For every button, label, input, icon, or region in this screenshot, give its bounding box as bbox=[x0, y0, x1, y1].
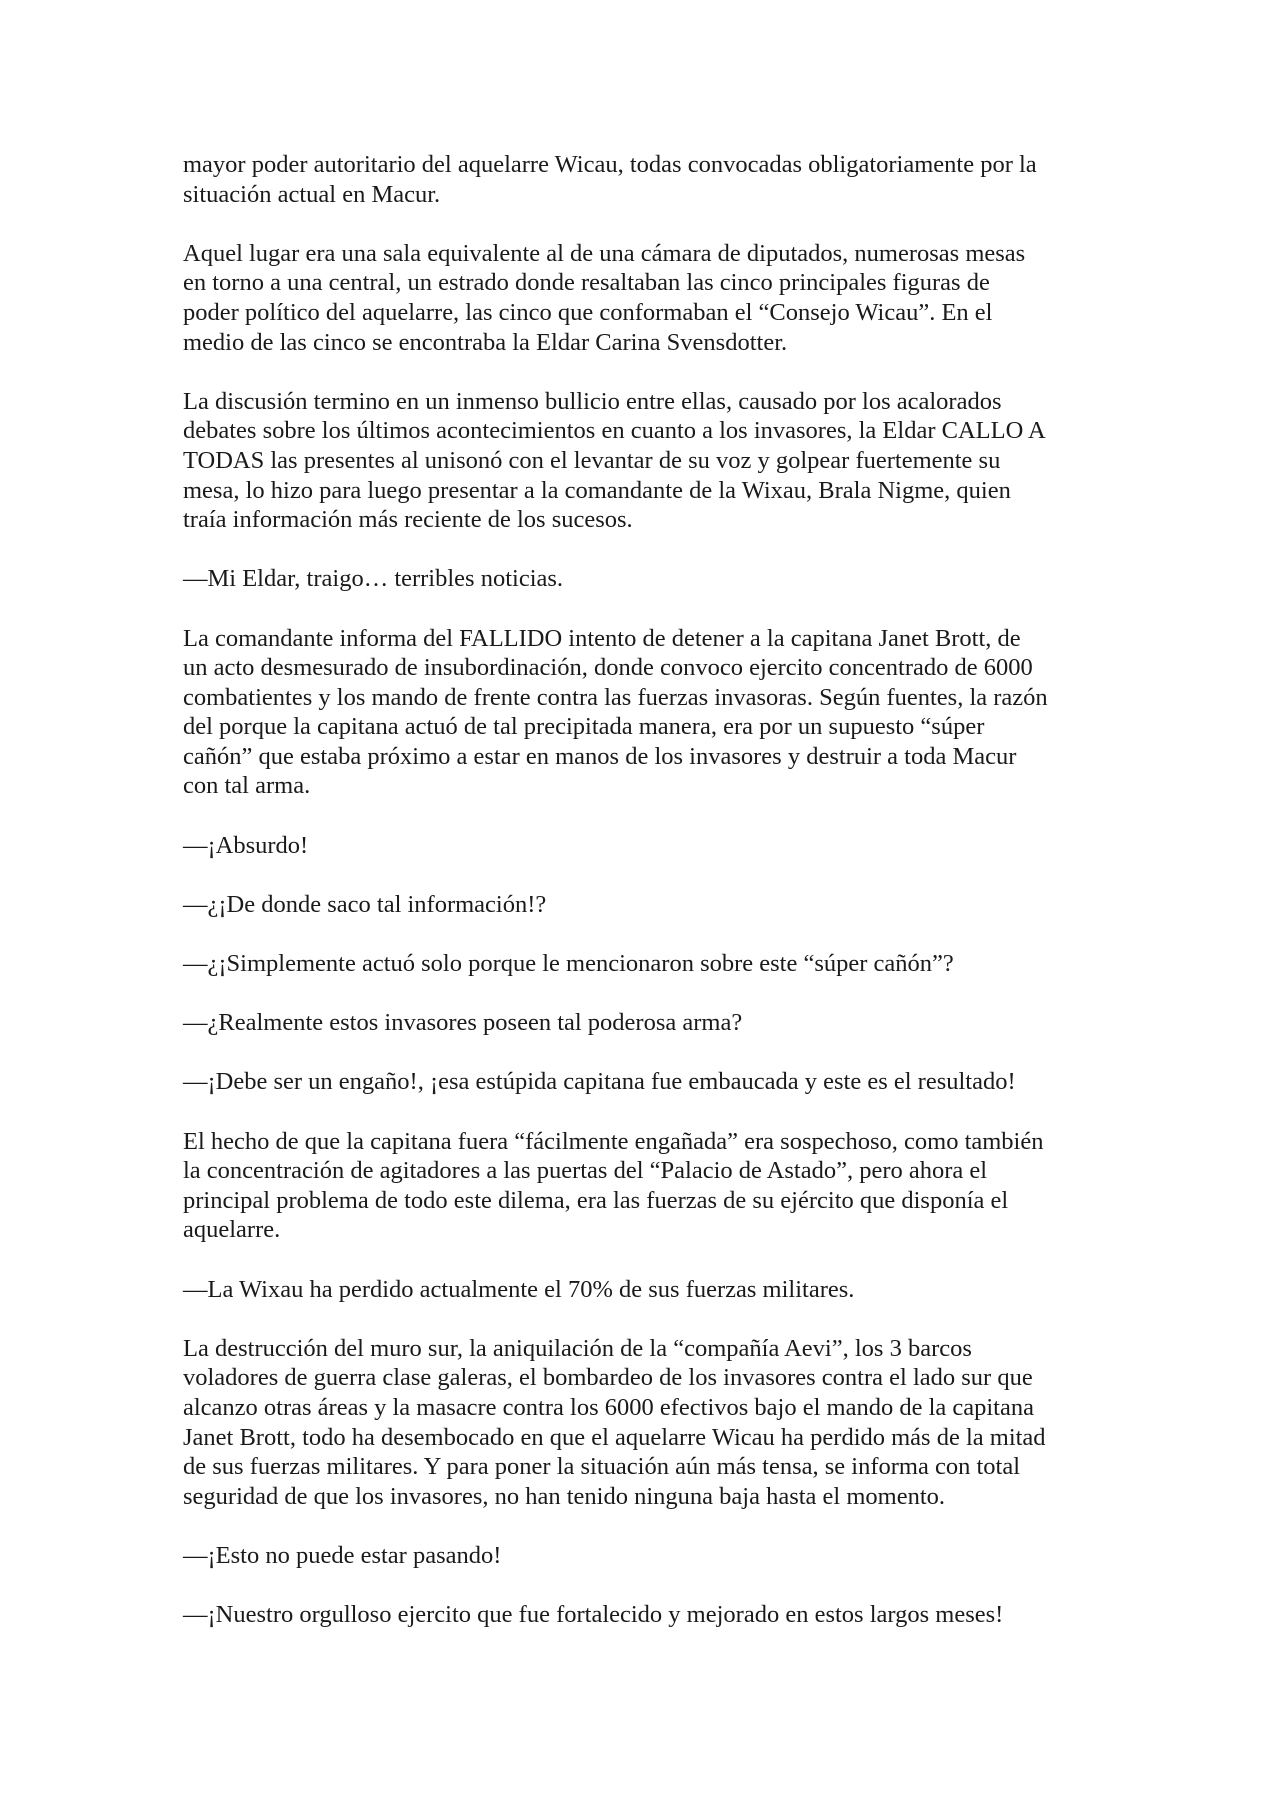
document-body bbox=[183, 150, 1098, 1659]
paragraph: La discusión termino en un inmenso bullicio entre ellas, causado por los acalorados debates sobre los últimos acontecimientos en cuanto a los invasores, la Eldar CALLO A TODAS las presentes al unisonó con el levantar de su voz y golpear fuertemente su mesa, lo hizo para luego presentar a la comandante de la Wixau, Brala Nigme, quien traía información más reciente de los sucesos. bbox=[183, 387, 1046, 534]
dialogue-line: —¡Esto no puede estar pasando! bbox=[183, 1541, 502, 1569]
paragraph: La comandante informa del FALLIDO intento de detener a la capitana Janet Brott, de un acto desmesurado de insubordinación, donde convoco ejercito concentrado de 6000 combatientes y los mando de frente contra las fuerzas invasoras. Según fuentes, la razón del porque la capitana actuó de tal precipitada manera, era por un supuesto “súper cañón” que estaba próximo a estar en manos de los invasores y destruir a toda Macur con tal arma. bbox=[183, 624, 1048, 800]
paragraph: La destrucción del muro sur, la aniquilación de la “compañía Aevi”, los 3 barcos voladores de guerra clase galeras, el bombardeo de los invasores contra el lado sur que alcanzo otras áreas y la masacre contra los 6000 efectivos bajo el mando de la capitana Janet Brott, todo ha desembocado en que el aquelarre Wicau ha perdido más de la mitad de sus fuerzas militares. Y para poner la situación aún más tensa, se informa con total seguridad de que los invasores, no han tenido ninguna baja hasta el momento. bbox=[183, 1334, 1046, 1510]
dialogue-line: —Mi Eldar, traigo… terribles noticias. bbox=[183, 565, 564, 593]
dialogue-line: —¡Nuestro orgulloso ejercito que fue fortalecido y mejorado en estos largos meses! bbox=[183, 1601, 1004, 1629]
dialogue-line: —La Wixau ha perdido actualmente el 70% de sus fuerzas militares. bbox=[183, 1275, 855, 1303]
dialogue-line: —¿¡Simplemente actuó solo porque le mencionaron sobre este “súper cañón”? bbox=[183, 950, 954, 978]
paragraph: El hecho de que la capitana fuera “fácilmente engañada” era sospechoso, como también la concentración de agitadores a las puertas del “Palacio de Astado”, pero ahora el principal problema de todo este dilema, era las fuerzas de su ejército que disponía el aquelarre. bbox=[183, 1127, 1044, 1244]
dialogue-line: —¿¡De donde saco tal información!? bbox=[183, 890, 547, 918]
paragraph: mayor poder autoritario del aquelarre Wicau, todas convocadas obligatoriamente por la situación actual en Macur. bbox=[183, 151, 1037, 208]
dialogue-line: —¡Debe ser un engaño!, ¡esa estúpida capitana fue embaucada y este es el resultado! bbox=[183, 1068, 1016, 1096]
paragraph: Aquel lugar era una sala equivalente al de una cámara de diputados, numerosas mesas en torno a una central, un estrado donde resaltaban las cinco principales figuras de poder político del aquelarre, las cinco que conformaban el “Consejo Wicau”. En el medio de las cinco se encontraba la Eldar Carina Svensdotter. bbox=[183, 239, 1026, 356]
dialogue-line: —¿Realmente estos invasores poseen tal poderosa arma? bbox=[183, 1009, 743, 1037]
dialogue-line: —¡Absurdo! bbox=[183, 831, 309, 859]
